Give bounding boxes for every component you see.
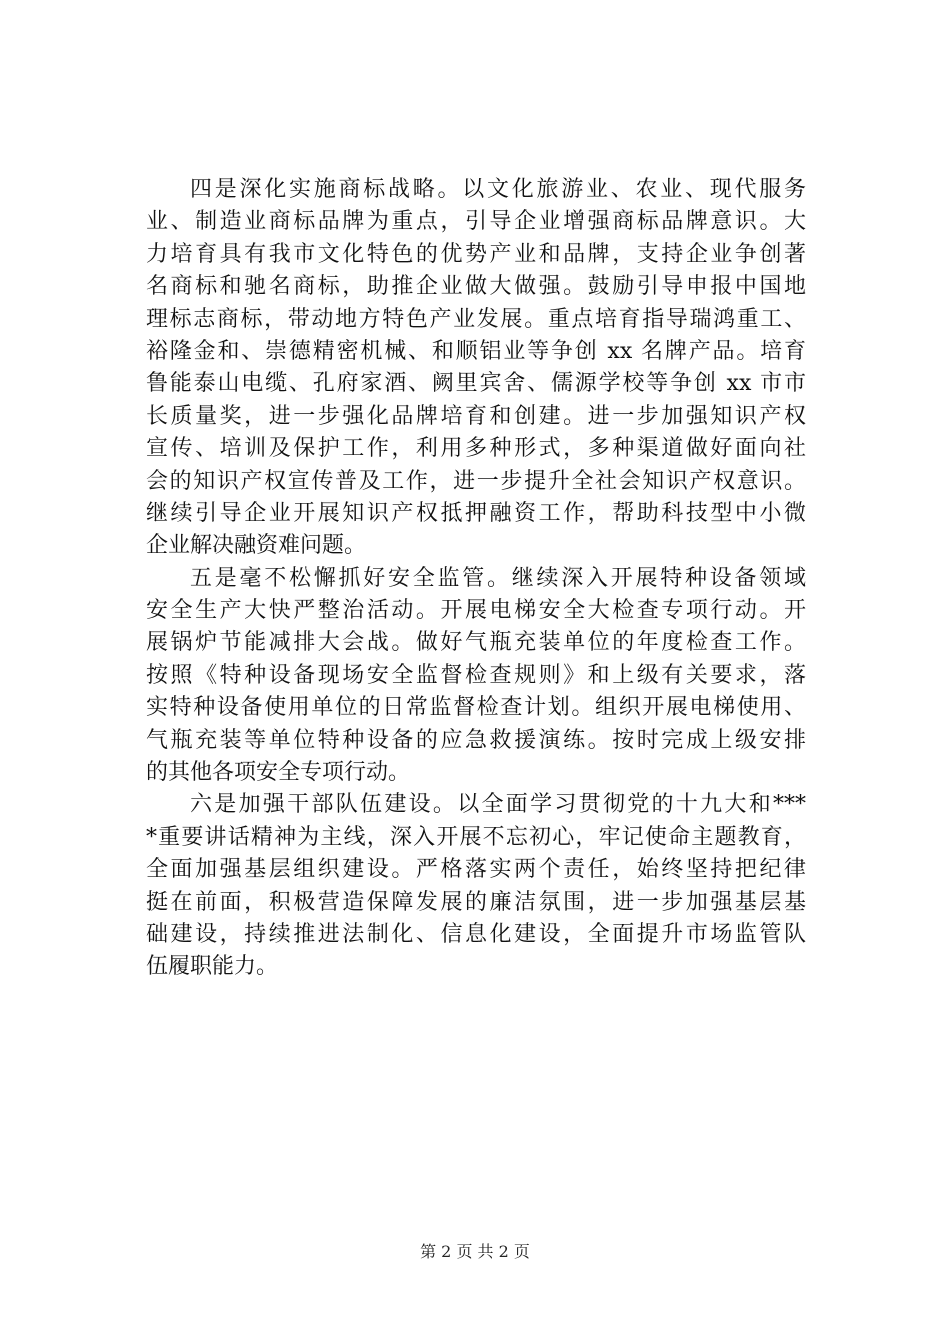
text-line: 挺在前面，积极营造保障发展的廉洁氛围，进一步加强基层基 xyxy=(146,889,806,915)
text-line: 六是加强干部队伍建设。以全面学习贯彻党的十九大和*** xyxy=(190,792,806,818)
text-line: 气瓶充装等单位特种设备的应急救援演练。按时完成上级安排 xyxy=(146,727,806,753)
text-line: *重要讲话精神为主线，深入开展不忘初心，牢记使命主题教育， xyxy=(146,824,806,850)
text-line: 实特种设备使用单位的日常监督检查计划。组织开展电梯使用、 xyxy=(146,695,806,721)
text-line: 企业解决融资难问题。 xyxy=(146,533,367,559)
paragraph-cadre-team xyxy=(146,789,806,983)
text-line: 力培育具有我市文化特色的优势产业和品牌，支持企业争创著 xyxy=(146,241,806,267)
text-line: 会的知识产权宣传普及工作，进一步提升全社会知识产权意识。 xyxy=(146,468,806,494)
paragraph-safety-supervision xyxy=(146,563,806,790)
text-line: 裕隆金和、崇德精密机械、和顺铝业等争创 xx 名牌产品。培育 xyxy=(146,338,806,364)
text-line: 的其他各项安全专项行动。 xyxy=(146,760,411,786)
text-line: 伍履职能力。 xyxy=(146,954,279,980)
text-line: 全面加强基层组织建设。严格落实两个责任，始终坚持把纪律 xyxy=(146,857,806,883)
text-line: 础建设，持续推进法制化、信息化建设，全面提升市场监管队 xyxy=(146,921,806,947)
text-line: 按照《特种设备现场安全监督检查规则》和上级有关要求，落 xyxy=(146,662,806,688)
page-number-footer: 第 2 页 共 2 页 xyxy=(420,1242,530,1261)
text-line: 鲁能泰山电缆、孔府家酒、阙里宾舍、儒源学校等争创 xx 市市 xyxy=(146,371,806,397)
text-line: 展锅炉节能减排大会战。做好气瓶充装单位的年度检查工作。 xyxy=(146,630,806,656)
document-body xyxy=(146,174,806,984)
text-line: 名商标和驰名商标，助推企业做大做强。鼓励引导申报中国地 xyxy=(146,274,806,300)
text-line: 五是毫不松懈抓好安全监管。继续深入开展特种设备领域 xyxy=(190,565,806,591)
text-line: 继续引导企业开展知识产权抵押融资工作，帮助科技型中小微 xyxy=(146,500,806,526)
text-line: 理标志商标，带动地方特色产业发展。重点培育指导瑞鸿重工、 xyxy=(146,306,806,332)
text-line: 四是深化实施商标战略。以文化旅游业、农业、现代服务 xyxy=(190,177,806,202)
text-line: 长质量奖，进一步强化品牌培育和创建。进一步加强知识产权 xyxy=(146,403,806,429)
paragraph-trademark-strategy xyxy=(146,174,806,563)
text-line: 宣传、培训及保护工作，利用多种形式，多种渠道做好面向社 xyxy=(146,436,806,462)
text-line: 业、制造业商标品牌为重点，引导企业增强商标品牌意识。大 xyxy=(146,209,806,235)
text-line: 安全生产大快严整治活动。开展电梯安全大检查专项行动。开 xyxy=(146,598,806,624)
